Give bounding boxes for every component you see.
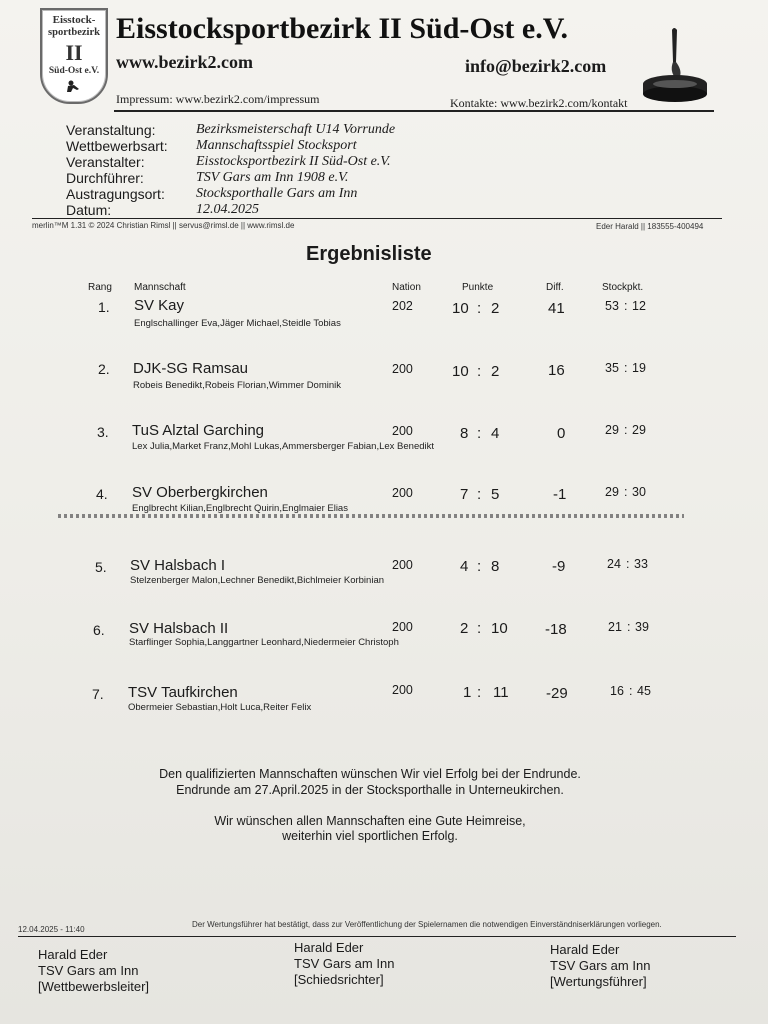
austragungsort-value: Stocksporthalle Gars am Inn: [196, 186, 358, 201]
footer-divider: [18, 936, 736, 937]
row-nation: 200: [392, 683, 413, 697]
col-nation: Nation: [392, 282, 421, 293]
info-divider: [32, 218, 722, 219]
software-credit: merlin™M 1.31 © 2024 Christian Rimsl || servus@rimsl.de || www.rimsl.de: [32, 221, 295, 230]
row-rank: 3.: [97, 424, 109, 440]
row-stock-lost: 45: [637, 684, 651, 698]
logo-line-1: Eisstock-: [52, 14, 96, 26]
row-rank: 7.: [92, 686, 104, 702]
row-stock-lost: 39: [635, 620, 649, 634]
signature-club: TSV Gars am Inn: [38, 963, 139, 978]
row-team: SV Oberbergkirchen: [132, 484, 268, 501]
row-players: Obermeier Sebastian,Holt Luca,Reiter Felix: [128, 702, 312, 713]
row-stock-won: 29: [605, 485, 619, 499]
row-stock-lost: 19: [632, 361, 646, 375]
header-divider: [114, 110, 714, 112]
row-nation: 202: [392, 299, 413, 313]
row-stock-lost: 33: [634, 557, 648, 571]
row-rank: 1.: [98, 299, 110, 315]
signature-block: [294, 940, 394, 988]
organization-title: Eisstocksportbezirk II Süd-Ost e.V.: [116, 12, 569, 45]
signature-name: Harald Eder: [294, 940, 364, 955]
row-team: TSV Taufkirchen: [128, 684, 238, 701]
row-team: DJK-SG Ramsau: [133, 360, 249, 377]
row-stock-lost: 29: [632, 423, 646, 437]
signature-name: Harald Eder: [38, 947, 108, 962]
row-nation: 200: [392, 620, 413, 634]
signature-name: Harald Eder: [550, 942, 620, 957]
row-stock-won: 29: [605, 423, 619, 437]
row-diff: -9: [552, 558, 566, 575]
signature-block: [38, 947, 149, 995]
col-punkte: Punkte: [462, 282, 494, 293]
print-timestamp: 12.04.2025 - 11:40: [18, 925, 85, 934]
signature-role: [Wertungsführer]: [550, 974, 647, 989]
row-diff: -18: [545, 621, 567, 638]
veranstalter-label: Veranstalter:: [66, 154, 145, 170]
datum-label: Datum:: [66, 202, 112, 218]
message-line-3: Wir wünschen allen Mannschaften eine Gute Heimreise,: [214, 814, 526, 828]
veranstaltung-label: Veranstaltung:: [66, 122, 156, 138]
row-stock-won: 35: [605, 361, 619, 375]
logo-line-4: Süd-Ost e.V.: [48, 66, 100, 76]
signature-club: TSV Gars am Inn: [294, 956, 395, 971]
row-players: Stelzenberger Malon,Lechner Benedikt,Bichlmeier Korbinian: [130, 575, 385, 586]
row-players: Englschallinger Eva,Jäger Michael,Steidle Tobias: [134, 318, 341, 329]
row-points-lost: 4: [491, 425, 500, 442]
operator-id: Eder Harald || 183555-400494: [596, 222, 704, 231]
row-points-won: 10: [452, 300, 469, 317]
row-rank: 6.: [93, 622, 105, 638]
durchfuehrer-value: TSV Gars am Inn 1908 e.V.: [196, 170, 349, 185]
message-line-2: Endrunde am 27.April.2025 in der Stocksporthalle in Unterneukirchen.: [176, 783, 564, 797]
row-points-lost: 5: [491, 486, 500, 503]
row-points-won: 4: [460, 558, 469, 575]
row-points-lost: 2: [491, 363, 500, 380]
row-points-won: 10: [452, 363, 469, 380]
row-rank: 2.: [98, 361, 110, 377]
col-diff: Diff.: [546, 282, 564, 293]
col-rang: Rang: [88, 282, 112, 293]
logo-line-2: sportbezirk: [48, 27, 100, 38]
qualification-cutoff-line: [58, 514, 684, 518]
wettbewerbsart-label: Wettbewerbsart:: [66, 138, 168, 154]
row-stock-lost: 12: [632, 299, 646, 313]
signature-role: [Schiedsrichter]: [294, 972, 384, 987]
row-stock-won: 16: [610, 684, 624, 698]
row-diff: -29: [546, 685, 568, 702]
row-points-lost: 8: [491, 558, 500, 575]
veranstaltung-value: Bezirksmeisterschaft U14 Vorrunde: [196, 122, 396, 137]
row-nation: 200: [392, 486, 413, 500]
veranstalter-value: Eisstocksportbezirk II Süd-Ost e.V.: [196, 154, 391, 169]
row-rank: 5.: [95, 559, 107, 575]
club-logo: [40, 8, 108, 104]
signature-club: TSV Gars am Inn: [550, 958, 651, 973]
impressum-link: Impressum: www.bezirk2.com/impressum: [116, 92, 320, 106]
austragungsort-label: Austragungsort:: [66, 186, 165, 202]
row-points-lost: 11: [493, 684, 509, 701]
row-diff: 0: [557, 425, 566, 442]
row-team: SV Kay: [134, 297, 185, 314]
datum-value: 12.04.2025: [196, 202, 259, 217]
website-link: www.bezirk2.com: [116, 52, 253, 72]
curler-icon: [64, 80, 84, 94]
row-players: Lex Julia,Market Franz,Mohl Lukas,Ammersberger Fabian,Lex Benedikt: [132, 441, 435, 452]
signature-block: [550, 942, 650, 990]
row-diff: 16: [548, 362, 565, 379]
row-stock-lost: 30: [632, 485, 646, 499]
results-heading: Ergebnisliste: [306, 243, 432, 265]
row-stock-won: 24: [607, 557, 621, 571]
row-points-won: 1: [463, 684, 472, 701]
consent-note: Der Wertungsführer hat bestätigt, dass zur Veröffentlichung der Spielernamen die notwendigen Einverständniserklärungen vorliegen.: [192, 920, 662, 929]
row-points-won: 2: [460, 620, 469, 637]
email-link: info@bezirk2.com: [465, 56, 607, 76]
row-points-lost: 10: [491, 620, 508, 637]
kontakt-link: Kontakte: www.bezirk2.com/kontakt: [450, 96, 628, 110]
col-mannschaft: Mannschaft: [134, 282, 186, 293]
row-diff: 41: [548, 300, 565, 317]
row-stock-won: 53: [605, 299, 619, 313]
row-points-lost: 2: [491, 300, 500, 317]
row-players: Robeis Benedikt,Robeis Florian,Wimmer Dominik: [133, 380, 342, 391]
document-sheet: Eisstock- sportbezirk II Süd-Ost e.V. Eisstocksportbezirk II Süd-Ost e.V. www.bezirk2.com info@bezirk2.com Impressum: www.bezirk2.com/impressum Kontakte: www.bezirk2.com/kontakt Veranstaltung: Bezirksmeisterschaft U14 Vorrunde Wettbewerbsart: Mannschaftsspiel Stocksport Veranstalter: Eisstocksportbezirk II Süd-Ost e.V. Durchführer: TSV Gars am Inn 1908 e.V. Austragungsort: Stocksporthalle Gars am Inn Datum: 12.04.2025 merlin™M 1.31 © 2024 Christian Rimsl || servus@rimsl.de || www.rimsl.de Eder Harald || 183555-400494 Ergebnisliste Rang Mannschaft Nation Punkte Diff. Stockpkt. 1. SV Kay Englschallinger Eva,Jäger Michael,Steidle Tobias 202 10 : 2 41 53 : 12 2. DJK-SG Ramsau Robeis Benedikt,Robeis Florian,Wimmer Dominik 200 10 : 2 16 35 : 19 3. TuS Alztal Garching Lex Julia,Market Franz,Mohl Lukas,Ammersberger Fabian,Lex Benedikt 200 8 : 4 0 29 : 29 4. SV Oberbergkirchen Englbrecht Kilian,Englbrecht Quirin,Englmaier Elias 200 7 : 5 -1 29 : 30 5. SV Halsbach I Stelzenberger Malon,Lechner Benedikt,Bichlmeier Korbinian 200 4 : 8 -9 24 : 33 6. SV Halsbach II Starflinger Sophia,Langgartner Leonhard,Niedermeier Christoph 200 2 : 10 -18 21 : 39 7. TSV Taufkirchen Obermeier Sebastian,Holt Luca,Reiter Felix 200 1 : 11 -29 16 : 45 Den qualifizierten Mannschaften wünschen Wir viel Erfolg bei der Endrunde. Endrunde am 27.April.2025 in der Stocksporthalle in Unterneukirchen. Wir wünschen allen Mannschaften eine Gute Heimreise, weiterhin viel sportlichen Erfolg. 12.04.2025 - 11:40 Der Wertungsführer hat bestätigt, dass zur Veröffentlichung der Spielernamen die notwendigen Einverständniserklärungen vorliegen. Harald Eder TSV Gars am Inn [Wettbewerbsleiter] Harald Eder TSV Gars am Inn [Schiedsrichter] Harald Eder TSV Gars am Inn [Wertungsführer]: [0, 0, 768, 1024]
row-nation: 200: [392, 362, 413, 376]
col-stockpkt: Stockpkt.: [602, 282, 644, 293]
row-nation: 200: [392, 424, 413, 438]
curling-stone-icon: [640, 24, 710, 104]
row-team: SV Halsbach I: [130, 557, 226, 574]
row-nation: 200: [392, 558, 413, 572]
message-line-1: Den qualifizierten Mannschaften wünschen Wir viel Erfolg bei der Endrunde.: [159, 767, 581, 781]
row-rank: 4.: [96, 486, 108, 502]
row-players: Englbrecht Kilian,Englbrecht Quirin,Englmaier Elias: [132, 503, 348, 514]
durchfuehrer-label: Durchführer:: [66, 170, 144, 186]
signature-role: [Wettbewerbsleiter]: [38, 979, 150, 994]
row-stock-won: 21: [608, 620, 622, 634]
row-points-won: 8: [460, 425, 469, 442]
row-team: TuS Alztal Garching: [132, 422, 265, 439]
logo-line-3: II: [65, 40, 83, 65]
message-line-4: weiterhin viel sportlichen Erfolg.: [282, 829, 458, 843]
row-players: Starflinger Sophia,Langgartner Leonhard,Niedermeier Christoph: [129, 637, 399, 648]
row-diff: -1: [553, 486, 567, 503]
row-points-won: 7: [460, 486, 469, 503]
wettbewerbsart-value: Mannschaftsspiel Stocksport: [196, 138, 357, 153]
row-team: SV Halsbach II: [129, 620, 229, 637]
